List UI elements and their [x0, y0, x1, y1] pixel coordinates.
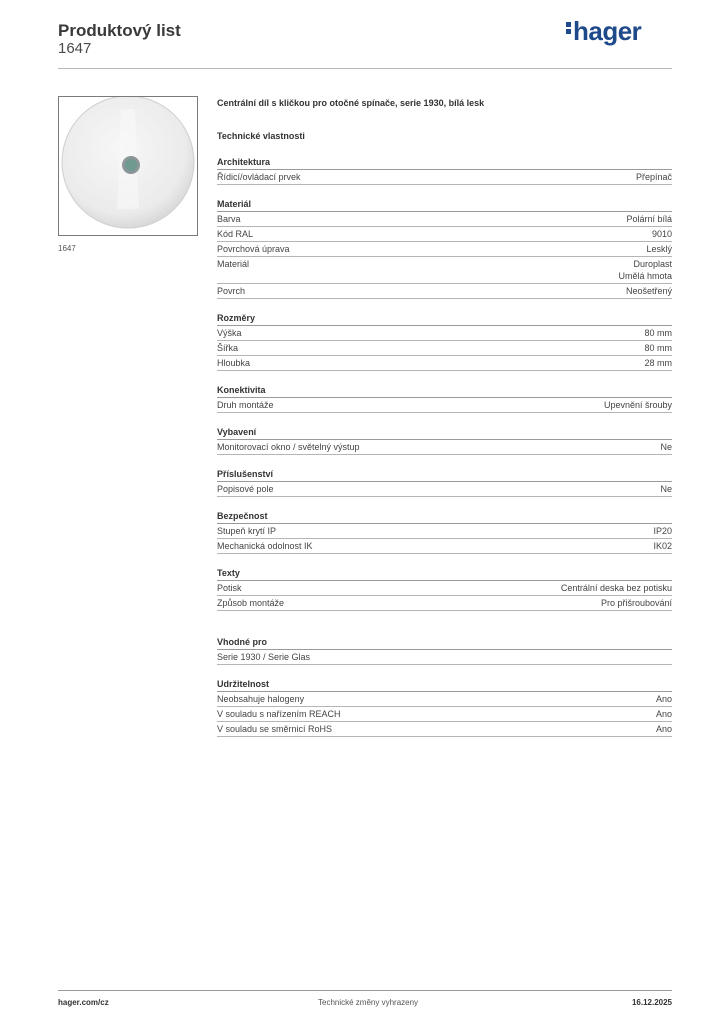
spec-row	[217, 326, 672, 341]
spec-label: Materiál	[217, 259, 250, 269]
spec-content	[217, 96, 672, 737]
spec-value-line: 80 mm	[644, 328, 672, 338]
spec-label: V souladu s nařízením REACH	[217, 709, 341, 719]
section-heading: Texty	[217, 566, 672, 581]
spec-value	[653, 540, 672, 552]
spec-label: Řídicí/ovládací prvek	[217, 172, 301, 182]
image-caption: 1647	[58, 244, 76, 253]
spec-value-line: Upevnění šrouby	[603, 400, 672, 410]
spec-section	[217, 311, 672, 371]
footer-date: 16.12.2025	[631, 998, 672, 1007]
spec-section	[217, 467, 672, 497]
footer-website[interactable]: hager.com/cz	[58, 998, 109, 1007]
spec-row	[217, 596, 672, 611]
spec-section	[217, 155, 672, 185]
footer-divider	[58, 990, 672, 991]
spec-row	[217, 356, 672, 371]
spec-value-line: Ne	[660, 484, 672, 494]
spec-sections	[217, 155, 672, 737]
spec-row	[217, 341, 672, 356]
spec-value-line: Umělá hmota	[618, 271, 672, 281]
spec-row	[217, 440, 672, 455]
spec-row	[217, 257, 672, 284]
spec-row	[217, 242, 672, 257]
spec-row	[217, 212, 672, 227]
spec-value-line: Ano	[655, 709, 672, 719]
spec-value-line: Centrální deska bez potisku	[560, 583, 672, 593]
spec-value-line: Ano	[655, 694, 672, 704]
spec-row	[217, 482, 672, 497]
product-title: Centrální díl s kličkou pro otočné spínače, serie 1930, bílá lesk	[217, 98, 485, 108]
section-heading: Materiál	[217, 197, 672, 212]
spec-value-line: Neošetřený	[625, 286, 672, 296]
spec-value-line: Ano	[655, 724, 672, 734]
spec-value-line: 80 mm	[644, 343, 672, 353]
spec-value	[618, 258, 672, 282]
spec-value	[656, 693, 672, 705]
spec-label: Potisk	[217, 583, 242, 593]
spec-row	[217, 170, 672, 185]
logo-text: hager	[573, 16, 642, 46]
spec-label: Druh montáže	[217, 400, 274, 410]
spec-section	[217, 425, 672, 455]
spec-label: Kód RAL	[217, 229, 254, 239]
spec-value	[652, 228, 672, 240]
section-heading: Vhodné pro	[217, 635, 672, 650]
spec-value	[604, 399, 672, 411]
spec-value-line: IP20	[653, 526, 672, 536]
tech-heading: Technické vlastnosti	[217, 131, 305, 141]
spec-row	[217, 722, 672, 737]
spec-label: Způsob montáže	[217, 598, 285, 608]
spec-value-line: Duroplast	[633, 259, 672, 269]
spec-row	[217, 539, 672, 554]
spec-row	[217, 227, 672, 242]
spec-section	[217, 635, 672, 665]
spec-value-line: Přepínač	[635, 172, 672, 182]
spec-value	[660, 441, 672, 453]
spec-value	[636, 171, 672, 183]
spec-row	[217, 581, 672, 596]
spec-value-line: Pro přišroubování	[600, 598, 672, 608]
spec-label: Výška	[217, 328, 242, 338]
spec-label: Šířka	[217, 343, 239, 353]
spec-value	[626, 213, 672, 225]
spec-value	[646, 243, 672, 255]
spec-section	[217, 197, 672, 299]
section-heading: Vybavení	[217, 425, 672, 440]
spec-row	[217, 692, 672, 707]
spec-section	[217, 383, 672, 413]
spec-section	[217, 509, 672, 554]
spec-value	[644, 327, 672, 339]
section-heading: Architektura	[217, 155, 672, 170]
product-image	[58, 96, 198, 236]
section-heading: Konektivita	[217, 383, 672, 398]
spec-section	[217, 566, 672, 611]
spec-value	[601, 597, 672, 609]
footer-notice: Technické změny vyhrazeny	[318, 998, 419, 1007]
spec-label: Barva	[217, 214, 241, 224]
spec-value-line: 28 mm	[644, 358, 672, 368]
spec-value-line: Ne	[660, 442, 672, 452]
page-title: Produktový list	[58, 21, 181, 40]
spec-value-line: Lesklý	[646, 244, 672, 254]
spec-label: Povrch	[217, 286, 246, 296]
section-heading: Rozměry	[217, 311, 672, 326]
spec-value	[656, 723, 672, 735]
spec-label: Monitorovací okno / světelný výstup	[217, 442, 360, 452]
spec-row	[217, 284, 672, 299]
spec-row	[217, 707, 672, 722]
spec-value	[644, 342, 672, 354]
spec-label: Stupeň krytí IP	[217, 526, 277, 536]
spec-value	[660, 483, 672, 495]
hager-logo	[566, 16, 641, 47]
spec-value-line: Polární bílá	[626, 214, 672, 224]
spec-value	[626, 285, 672, 297]
logo-dots-icon	[566, 20, 571, 36]
spec-label: Serie 1930 / Serie Glas	[217, 652, 311, 662]
spec-value	[653, 525, 672, 537]
section-heading: Příslušenství	[217, 467, 672, 482]
spec-value	[644, 357, 672, 369]
spec-label: Neobsahuje halogeny	[217, 694, 305, 704]
header-divider	[58, 68, 672, 69]
section-heading: Udržitelnost	[217, 677, 672, 692]
spec-value	[656, 708, 672, 720]
spec-row	[217, 650, 672, 665]
spec-label: Popisové pole	[217, 484, 274, 494]
spec-value-line: IK02	[653, 541, 672, 551]
switch-center-piece-icon	[59, 97, 197, 235]
spec-label: Mechanická odolnost IK	[217, 541, 313, 551]
spec-value-line: 9010	[651, 229, 672, 239]
spec-value	[561, 582, 672, 594]
spec-label: Povrchová úprava	[217, 244, 290, 254]
spec-label: V souladu se směrnicí RoHS	[217, 724, 333, 734]
section-heading: Bezpečnost	[217, 509, 672, 524]
spec-label: Hloubka	[217, 358, 251, 368]
spec-section	[217, 677, 672, 737]
spec-row	[217, 398, 672, 413]
spec-row	[217, 524, 672, 539]
product-code: 1647	[58, 40, 92, 57]
